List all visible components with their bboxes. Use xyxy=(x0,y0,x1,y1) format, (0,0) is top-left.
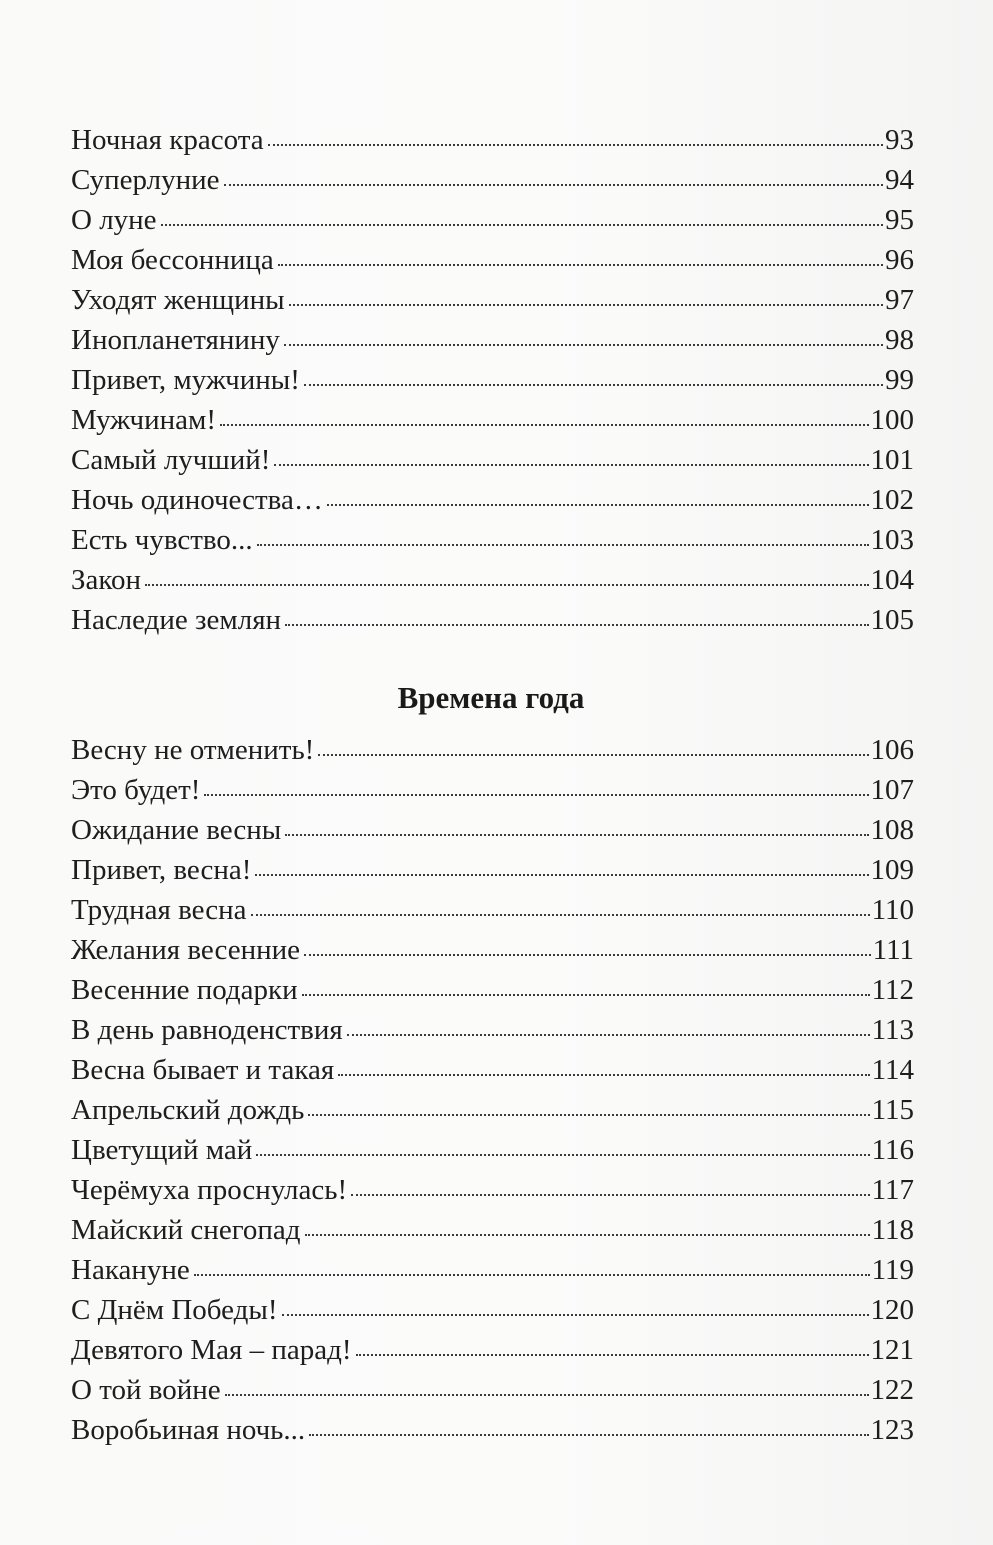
dot-leader xyxy=(161,224,883,226)
toc-entry xyxy=(71,850,914,890)
toc-entry xyxy=(71,1050,914,1090)
dot-leader xyxy=(257,544,869,546)
toc-entry xyxy=(71,1210,914,1250)
toc-entry xyxy=(71,770,914,810)
dot-leader xyxy=(309,1434,868,1436)
toc-entry-page: 109 xyxy=(870,854,914,886)
toc-entry-title: Наследие землян xyxy=(71,604,282,636)
dot-leader xyxy=(282,1314,869,1316)
toc-entry-page: 98 xyxy=(885,324,914,356)
toc-entry-page: 95 xyxy=(885,204,914,236)
toc-entry-title: Инопланетянину xyxy=(71,324,280,356)
dot-leader xyxy=(256,1154,869,1156)
toc-entry xyxy=(71,520,914,560)
toc-entry-page: 100 xyxy=(870,404,914,436)
toc-entry-page: 118 xyxy=(871,1214,914,1246)
toc-entry-title: Ожидание весны xyxy=(71,814,282,846)
toc-entry-title: Ночь одиночества… xyxy=(71,484,323,516)
section-heading: Времена года xyxy=(397,680,585,715)
dot-leader xyxy=(347,1034,870,1036)
toc-entry-title: Уходят женщины xyxy=(71,284,285,316)
dot-leader xyxy=(308,1114,869,1116)
toc-entry-page: 99 xyxy=(885,364,914,396)
toc-entry-title: Апрельский дождь xyxy=(71,1094,305,1126)
toc-entry-page: 101 xyxy=(870,444,914,476)
dot-leader xyxy=(305,1234,870,1236)
toc-entry-page: 121 xyxy=(870,1334,914,1366)
toc-entry xyxy=(71,600,914,640)
toc-entry xyxy=(71,970,914,1010)
toc-entry-title: Весна бывает и такая xyxy=(71,1054,335,1086)
toc-entry-title: Мужчинам! xyxy=(71,404,216,436)
toc-entry-title: Закон xyxy=(71,564,142,596)
toc-entry xyxy=(71,1010,914,1050)
toc-entry xyxy=(71,1170,914,1210)
dot-leader xyxy=(338,1074,869,1076)
toc-entry-title: Моя бессонница xyxy=(71,244,274,276)
toc-entry-page: 107 xyxy=(870,774,914,806)
toc-entry xyxy=(71,400,914,440)
dot-leader xyxy=(255,874,868,876)
toc-entry-title: О той войне xyxy=(71,1374,221,1406)
dot-leader xyxy=(289,304,883,306)
toc-entry-title: Привет, мужчины! xyxy=(71,364,300,396)
toc-entry-page: 97 xyxy=(885,284,914,316)
toc-entry-title: Это будет! xyxy=(71,774,201,806)
dot-leader xyxy=(224,184,883,186)
toc-entry xyxy=(71,1290,914,1330)
toc-entry xyxy=(71,890,914,930)
dot-leader xyxy=(351,1194,869,1196)
toc-entry-title: Цветущий май xyxy=(71,1134,253,1166)
toc-entry-title: Трудная весна xyxy=(71,894,247,926)
toc-list-section-1 xyxy=(71,120,914,640)
toc-entry-page: 96 xyxy=(885,244,914,276)
toc-entry xyxy=(71,160,914,200)
dot-leader xyxy=(145,584,868,586)
toc-entry xyxy=(71,1090,914,1130)
dot-leader xyxy=(318,754,868,756)
toc-entry xyxy=(71,480,914,520)
toc-entry-title: Девятого Мая – парад! xyxy=(71,1334,352,1366)
dot-leader xyxy=(304,954,871,956)
dot-leader xyxy=(204,794,868,796)
toc-entry-title: Весну не отменить! xyxy=(71,734,315,766)
toc-entry-page: 111 xyxy=(872,934,914,966)
toc-entry-title: Есть чувство... xyxy=(71,524,253,556)
toc-entry-title: С Днём Победы! xyxy=(71,1294,278,1326)
toc-entry-title: Весенние подарки xyxy=(71,974,298,1006)
toc-entry-page: 116 xyxy=(871,1134,914,1166)
toc-entry-page: 93 xyxy=(885,124,914,156)
toc-entry xyxy=(71,810,914,850)
dot-leader xyxy=(251,914,870,916)
toc-entry xyxy=(71,560,914,600)
toc-entry xyxy=(71,200,914,240)
dot-leader xyxy=(356,1354,869,1356)
toc-entry-page: 120 xyxy=(870,1294,914,1326)
toc-entry-page: 114 xyxy=(871,1054,914,1086)
toc-entry-title: Самый лучший! xyxy=(71,444,271,476)
toc-entry-page: 105 xyxy=(870,604,914,636)
dot-leader xyxy=(225,1394,869,1396)
toc-entry-title: Черёмуха проснулась! xyxy=(71,1174,348,1206)
toc-entry-page: 123 xyxy=(870,1414,914,1446)
dot-leader xyxy=(285,624,868,626)
toc-entry-title: В день равноденствия xyxy=(71,1014,343,1046)
toc-entry-page: 94 xyxy=(885,164,914,196)
dot-leader xyxy=(194,1274,870,1276)
toc-entry xyxy=(71,360,914,400)
toc-entry xyxy=(71,730,914,770)
toc-entry-page: 112 xyxy=(871,974,914,1006)
toc-entry-page: 108 xyxy=(870,814,914,846)
toc-entry-page: 119 xyxy=(871,1254,914,1286)
toc-entry xyxy=(71,1130,914,1170)
toc-entry xyxy=(71,1370,914,1410)
toc-entry xyxy=(71,240,914,280)
toc-entry-title: Привет, весна! xyxy=(71,854,252,886)
dot-leader xyxy=(284,344,883,346)
toc-entry-page: 104 xyxy=(870,564,914,596)
dot-leader xyxy=(220,424,869,426)
toc-entry-title: Накануне xyxy=(71,1254,190,1286)
toc-entry-title: Ночная красота xyxy=(71,124,264,156)
toc-entry-page: 113 xyxy=(871,1014,914,1046)
toc-list-section-2 xyxy=(71,730,914,1450)
toc-entry xyxy=(71,440,914,480)
toc-entry-page: 106 xyxy=(870,734,914,766)
dot-leader xyxy=(278,264,883,266)
toc-entry-page: 102 xyxy=(870,484,914,516)
toc-entry-title: Майский снегопад xyxy=(71,1214,301,1246)
toc-entry-page: 117 xyxy=(871,1174,914,1206)
dot-leader xyxy=(327,504,869,506)
toc-entry-title: Воробьиная ночь... xyxy=(71,1414,306,1446)
toc-entry-title: Желания весенние xyxy=(71,934,300,966)
dot-leader xyxy=(304,384,883,386)
toc-entry-page: 115 xyxy=(871,1094,914,1126)
toc-entry-title: О луне xyxy=(71,204,157,236)
toc-entry xyxy=(71,1330,914,1370)
dot-leader xyxy=(302,994,870,996)
toc-entry-page: 110 xyxy=(871,894,914,926)
dot-leader xyxy=(268,144,883,146)
toc-entry-title: Суперлуние xyxy=(71,164,220,196)
toc-entry xyxy=(71,280,914,320)
dot-leader xyxy=(285,834,868,836)
toc-entry xyxy=(71,1250,914,1290)
toc-entry xyxy=(71,320,914,360)
toc-entry-page: 122 xyxy=(870,1374,914,1406)
dot-leader xyxy=(274,464,868,466)
toc-entry-page: 103 xyxy=(870,524,914,556)
toc-entry xyxy=(71,930,914,970)
toc-entry xyxy=(71,1410,914,1450)
toc-entry xyxy=(71,120,914,160)
